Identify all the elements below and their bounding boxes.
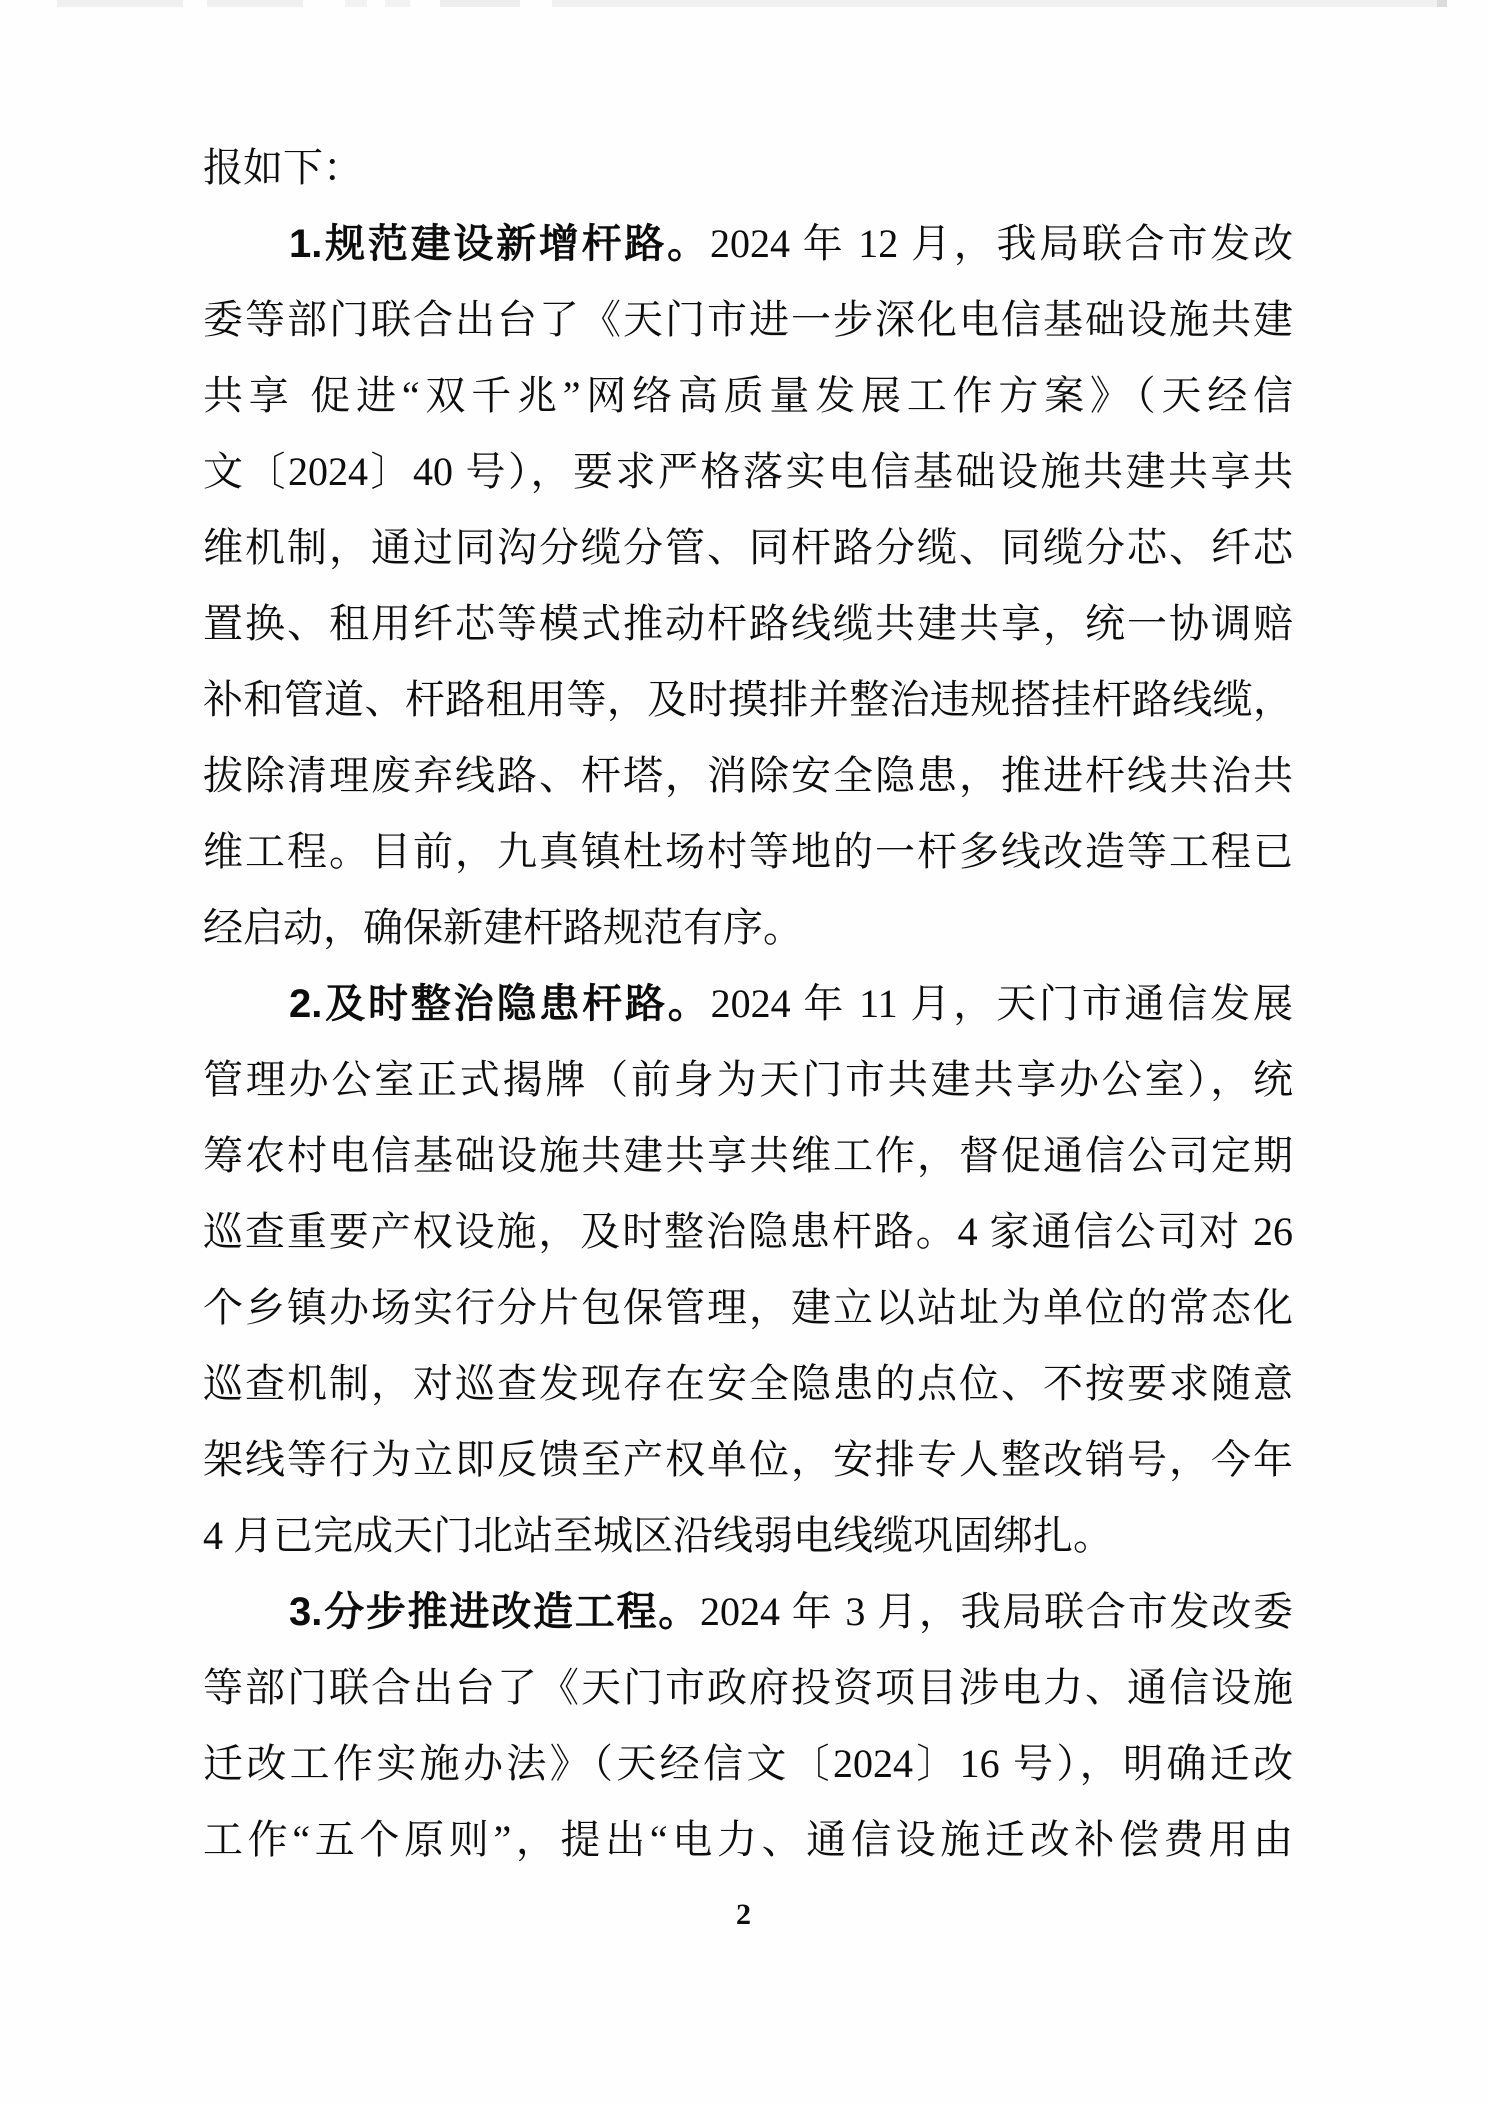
text-line — [203, 1422, 1293, 1498]
body-text-run: 委等部门联合出台了《天门市进一步深化电信基础设施共建 — [203, 297, 1293, 342]
text-line — [203, 966, 1293, 1042]
body-text-run: 管理办公室正式揭牌（前身为天门市共建共享办公室），统 — [203, 1057, 1293, 1102]
body-text-run: 巡查重要产权设施，及时整治隐患杆路。4 家通信公司对 26 — [203, 1209, 1293, 1254]
body-text-run: 2024 年 3 月，我局联合市发改委 — [700, 1589, 1293, 1634]
text-line — [203, 358, 1293, 434]
heading-run: 2.及时整治隐患杆路。 — [289, 982, 711, 1026]
text-line — [203, 738, 1293, 814]
scan-artifact — [1437, 0, 1447, 7]
text-line — [203, 130, 1293, 206]
body-text-run: 2024 年 11 月，天门市通信发展 — [710, 981, 1293, 1026]
scan-artifact — [385, 0, 410, 7]
text-line — [203, 1194, 1293, 1270]
body-text-run: 置换、租用纤芯等模式推动杆路线缆共建共享，统一协调赔 — [203, 601, 1293, 646]
body-text-run: 等部门联合出台了《天门市政府投资项目涉电力、通信设施 — [203, 1665, 1293, 1710]
body-text-run: 共享 促进“双千兆”网络高质量发展工作方案》（天经信 — [203, 373, 1293, 418]
body-text-run: 文〔2024〕40 号），要求严格落实电信基础设施共建共享共 — [203, 449, 1293, 494]
body-text-run: 个乡镇办场实行分片包保管理，建立以站址为单位的常态化 — [203, 1285, 1293, 1330]
body-text-run: 巡查机制，对巡查发现存在安全隐患的点位、不按要求随意 — [203, 1361, 1293, 1406]
text-line — [203, 1802, 1293, 1878]
scan-artifact — [345, 0, 367, 7]
heading-run: 3.分步推进改造工程。 — [289, 1590, 701, 1634]
text-line — [203, 1650, 1293, 1726]
text-line — [203, 1118, 1293, 1194]
body-text-run: 架线等行为立即反馈至产权单位，安排专人整改销号，今年 — [203, 1437, 1293, 1482]
page-number: 2 — [736, 1898, 751, 1931]
text-line — [203, 1346, 1293, 1422]
text-line — [203, 1498, 1293, 1574]
body-text-run: 4 月已完成天门北站至城区沿线弱电线缆巩固绑扎。 — [203, 1513, 1113, 1558]
body-text-run: 维机制，通过同沟分缆分管、同杆路分缆、同缆分芯、纤芯 — [203, 525, 1293, 570]
body-text-run: 补和管道、杆路租用等，及时摸排并整治违规搭挂杆路线缆， — [203, 677, 1293, 722]
text-line — [203, 1726, 1293, 1802]
text-line — [203, 814, 1293, 890]
scan-artifact — [57, 0, 183, 7]
body-text-run: 报如下： — [203, 145, 363, 190]
text-line — [203, 1042, 1293, 1118]
body-text-run: 迁改工作实施办法》（天经信文〔2024〕16 号），明确迁改 — [203, 1741, 1293, 1786]
text-line — [203, 434, 1293, 510]
body-text-run: 工作“五个原则”，提出“电力、通信设施迁改补偿费用由 — [203, 1817, 1293, 1862]
text-line — [203, 282, 1293, 358]
text-line — [203, 662, 1293, 738]
text-line — [203, 510, 1293, 586]
text-line — [203, 1574, 1293, 1650]
document-body — [203, 130, 1293, 1878]
text-line — [203, 206, 1293, 282]
heading-run: 1.规范建设新增杆路。 — [289, 222, 710, 266]
body-text-run: 拔除清理废弃线路、杆塔，消除安全隐患，推进杆线共治共 — [203, 753, 1293, 798]
body-text-run: 筹农村电信基础设施共建共享共维工作，督促通信公司定期 — [203, 1133, 1293, 1178]
body-text-run: 维工程。目前，九真镇杜场村等地的一杆多线改造等工程已 — [203, 829, 1293, 874]
text-line — [203, 586, 1293, 662]
scan-artifact — [207, 0, 303, 7]
body-text-run: 2024 年 12 月，我局联合市发改 — [709, 221, 1293, 266]
text-line — [203, 890, 1293, 966]
scan-artifact — [440, 0, 520, 7]
body-text-run: 经启动，确保新建杆路规范有序。 — [203, 905, 803, 950]
text-line — [203, 1270, 1293, 1346]
scan-artifact — [552, 0, 1437, 7]
